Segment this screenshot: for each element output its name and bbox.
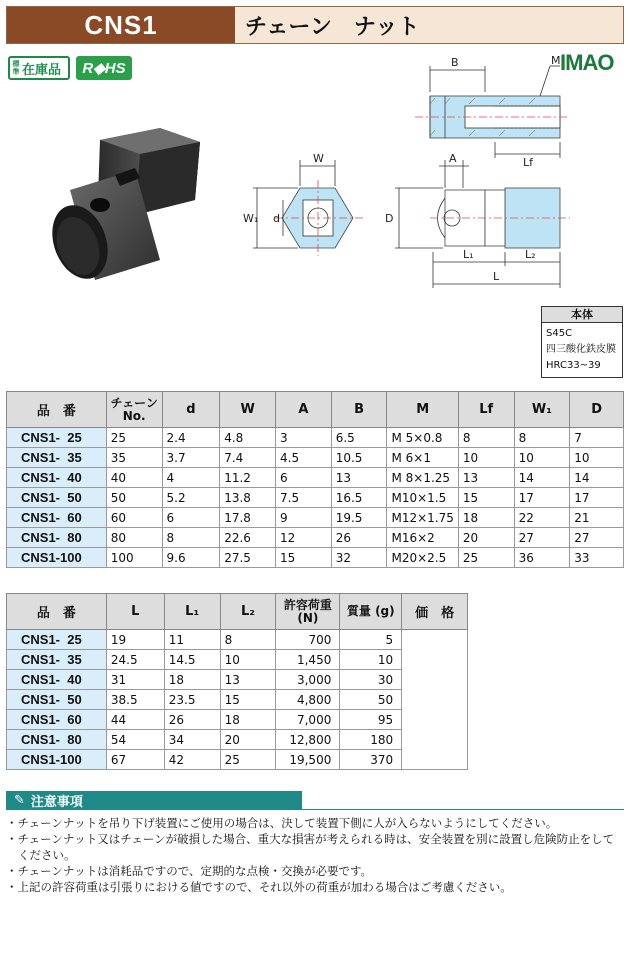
table-cell: 10: [570, 448, 624, 468]
label-M: M: [551, 54, 561, 67]
table-cell: 30: [340, 670, 402, 690]
table-cell: 19.5: [331, 508, 387, 528]
table-cell: 5.2: [162, 488, 220, 508]
table-row: [7, 508, 624, 528]
table-cell: M 6×1: [387, 448, 458, 468]
col-header: D: [570, 392, 624, 428]
table-cell: 3.7: [162, 448, 220, 468]
col-header: W: [220, 392, 276, 428]
table-cell: 7: [570, 428, 624, 448]
table-cell: 12,800: [276, 730, 340, 750]
table-cell: M16×2: [387, 528, 458, 548]
price-cell: [402, 750, 468, 770]
table-cell: 26: [164, 710, 220, 730]
table-cell: 6: [276, 468, 332, 488]
table-cell: 54: [106, 730, 164, 750]
table-cell: 11: [164, 630, 220, 650]
col-header: 価 格: [402, 594, 468, 630]
table-cell: 8: [514, 428, 570, 448]
product-photo: [40, 120, 220, 290]
table-cell: 10: [458, 448, 514, 468]
table-cell: 100: [106, 548, 162, 568]
part-number: CNS1- 50: [7, 488, 107, 508]
table-cell: 14.5: [164, 650, 220, 670]
table-cell: 27.5: [220, 548, 276, 568]
table-cell: 22: [514, 508, 570, 528]
rohs-badge: R◆HS: [76, 56, 132, 80]
table-cell: 18: [458, 508, 514, 528]
product-code: CNS1: [7, 7, 235, 43]
table-cell: 26: [331, 528, 387, 548]
col-header: Lf: [458, 392, 514, 428]
part-number: CNS1- 35: [7, 448, 107, 468]
label-L2: L₂: [525, 248, 536, 261]
table-cell: 7.5: [276, 488, 332, 508]
price-cell: [402, 670, 468, 690]
table-header-row: [7, 392, 624, 428]
label-A: A: [449, 152, 457, 165]
table-row: [7, 548, 624, 568]
label-L: L: [493, 270, 500, 283]
table-cell: 8: [458, 428, 514, 448]
table-row: [7, 690, 468, 710]
table-cell: 12: [276, 528, 332, 548]
table-cell: 10: [340, 650, 402, 670]
part-number: CNS1- 25: [7, 428, 107, 448]
caution-note: ・チェーンナットは消耗品ですので、定期的な点検・交換が必要です。: [6, 864, 373, 878]
table-row: [7, 710, 468, 730]
caution-note: ・チェーンナット又はチェーンが破損した場合、重大な損害が考えられる時は、安全装置を別に設置し危険防止をしてください。: [6, 832, 615, 862]
table-cell: 27: [570, 528, 624, 548]
col-header: 品 番: [7, 594, 107, 630]
col-header: 許容荷重 (N): [276, 594, 340, 630]
table-cell: 15: [458, 488, 514, 508]
material-line: HRC33~39: [546, 360, 601, 371]
table-cell: 13.8: [220, 488, 276, 508]
caution-note: ・チェーンナットを吊り下げ装置にご使用の場合は、決して装置下側に人が入らないようにしてください。: [6, 816, 558, 830]
table-cell: 35: [106, 448, 162, 468]
table-row: [7, 448, 624, 468]
table-cell: 13: [458, 468, 514, 488]
title-bar: [6, 6, 624, 44]
table-cell: 80: [106, 528, 162, 548]
part-number: CNS1- 50: [7, 690, 107, 710]
table-cell: M12×1.75: [387, 508, 458, 528]
spec-table-dimensions: [6, 391, 624, 568]
table-row: [7, 428, 624, 448]
part-number: CNS1- 80: [7, 528, 107, 548]
caution-note: ・上記の許容荷重は引張りにおける値ですので、それ以外の荷重が加わる場合はご考慮ください。: [6, 880, 512, 894]
product-name: チェーン ナット: [235, 7, 623, 43]
part-number: CNS1- 25: [7, 630, 107, 650]
table-cell: 17.8: [220, 508, 276, 528]
price-cell: [402, 630, 468, 650]
table-cell: 31: [106, 670, 164, 690]
table-cell: 14: [570, 468, 624, 488]
table-row: [7, 630, 468, 650]
table-cell: 13: [331, 468, 387, 488]
table-cell: 60: [106, 508, 162, 528]
table-cell: 9: [276, 508, 332, 528]
table-cell: M 5×0.8: [387, 428, 458, 448]
table-cell: 5: [340, 630, 402, 650]
stock-badge-small: 標準: [12, 60, 20, 76]
table-cell: 15: [220, 690, 276, 710]
table-cell: 50: [340, 690, 402, 710]
label-W: W: [313, 152, 324, 165]
table-cell: 10: [220, 650, 276, 670]
table-cell: 23.5: [164, 690, 220, 710]
table-cell: 19: [106, 630, 164, 650]
pencil-icon: ✎: [14, 793, 25, 808]
table-cell: 21: [570, 508, 624, 528]
table-cell: 38.5: [106, 690, 164, 710]
table-cell: 22.6: [220, 528, 276, 548]
table-cell: 11.2: [220, 468, 276, 488]
label-d: d: [273, 212, 280, 225]
table-cell: 1,450: [276, 650, 340, 670]
table-cell: 6: [162, 508, 220, 528]
table-cell: 10.5: [331, 448, 387, 468]
col-header: L₂: [220, 594, 276, 630]
col-header: B: [331, 392, 387, 428]
part-number: CNS1-100: [7, 750, 107, 770]
spec-table-load: [6, 593, 468, 770]
table-cell: 15: [276, 548, 332, 568]
col-header: A: [276, 392, 332, 428]
col-header: L₁: [164, 594, 220, 630]
label-W1: W₁: [243, 212, 259, 225]
col-header: 質量 (g): [340, 594, 402, 630]
table-cell: 25: [458, 548, 514, 568]
table-cell: 4,800: [276, 690, 340, 710]
table-cell: 3,000: [276, 670, 340, 690]
stock-badge-label: 在庫品: [22, 62, 62, 78]
col-header: 品 番: [7, 392, 107, 428]
caution-divider: [302, 809, 624, 810]
material-title: 本体: [542, 307, 622, 323]
caution-title: 注意事項: [30, 795, 83, 810]
material-line: 四三酸化鉄皮膜: [546, 344, 616, 355]
table-cell: 17: [570, 488, 624, 508]
label-Lf: Lf: [523, 156, 534, 169]
table-row: [7, 468, 624, 488]
table-cell: 4.8: [220, 428, 276, 448]
table-cell: 25: [106, 428, 162, 448]
part-number: CNS1- 60: [7, 710, 107, 730]
part-number: CNS1- 80: [7, 730, 107, 750]
material-line: S45C: [546, 328, 573, 339]
table-cell: 370: [340, 750, 402, 770]
col-header: W₁: [514, 392, 570, 428]
table-cell: 27: [514, 528, 570, 548]
table-cell: 3: [276, 428, 332, 448]
table-cell: 180: [340, 730, 402, 750]
table-cell: 24.5: [106, 650, 164, 670]
table-cell: 20: [458, 528, 514, 548]
label-D: D: [385, 212, 394, 225]
table-cell: 18: [220, 710, 276, 730]
table-row: [7, 650, 468, 670]
table-cell: 18: [164, 670, 220, 690]
price-cell: [402, 690, 468, 710]
table-cell: 19,500: [276, 750, 340, 770]
col-header: チェーン No.: [106, 392, 162, 428]
table-cell: 44: [106, 710, 164, 730]
table-cell: 8: [220, 630, 276, 650]
brand-logo: IMAO: [560, 50, 614, 75]
table-cell: 7,000: [276, 710, 340, 730]
table-cell: 33: [570, 548, 624, 568]
table-cell: 700: [276, 630, 340, 650]
part-number: CNS1- 40: [7, 468, 107, 488]
table-cell: 4: [162, 468, 220, 488]
col-header: L: [106, 594, 164, 630]
label-L1: L₁: [463, 248, 474, 261]
caution-notes: [6, 815, 624, 895]
table-cell: 14: [514, 468, 570, 488]
table-cell: 8: [162, 528, 220, 548]
price-cell: [402, 730, 468, 750]
table-cell: 9.6: [162, 548, 220, 568]
part-number: CNS1- 60: [7, 508, 107, 528]
label-B: B: [451, 56, 459, 69]
table-row: [7, 750, 468, 770]
stock-badge: [8, 56, 70, 80]
table-cell: 32: [331, 548, 387, 568]
price-cell: [402, 710, 468, 730]
material-box: [541, 306, 623, 378]
table-cell: 42: [164, 750, 220, 770]
table-cell: 36: [514, 548, 570, 568]
table-row: [7, 528, 624, 548]
table-cell: 13: [220, 670, 276, 690]
part-number: CNS1- 35: [7, 650, 107, 670]
caution-header: [6, 791, 302, 810]
table-cell: 6.5: [331, 428, 387, 448]
dimension-drawing: [235, 48, 627, 298]
price-cell: [402, 650, 468, 670]
table-cell: M 8×1.25: [387, 468, 458, 488]
part-number: CNS1- 40: [7, 670, 107, 690]
table-cell: 25: [220, 750, 276, 770]
table-cell: 10: [514, 448, 570, 468]
table-cell: 7.4: [220, 448, 276, 468]
table-row: [7, 670, 468, 690]
table-cell: 40: [106, 468, 162, 488]
table-row: [7, 730, 468, 750]
table-row: [7, 488, 624, 508]
table-cell: 20: [220, 730, 276, 750]
table-cell: M20×2.5: [387, 548, 458, 568]
col-header: d: [162, 392, 220, 428]
table-header-row: [7, 594, 468, 630]
col-header: M: [387, 392, 458, 428]
table-cell: 50: [106, 488, 162, 508]
table-cell: 17: [514, 488, 570, 508]
table-cell: 16.5: [331, 488, 387, 508]
table-cell: 4.5: [276, 448, 332, 468]
part-number: CNS1-100: [7, 548, 107, 568]
table-cell: M10×1.5: [387, 488, 458, 508]
table-cell: 2.4: [162, 428, 220, 448]
table-cell: 34: [164, 730, 220, 750]
table-cell: 95: [340, 710, 402, 730]
table-cell: 67: [106, 750, 164, 770]
